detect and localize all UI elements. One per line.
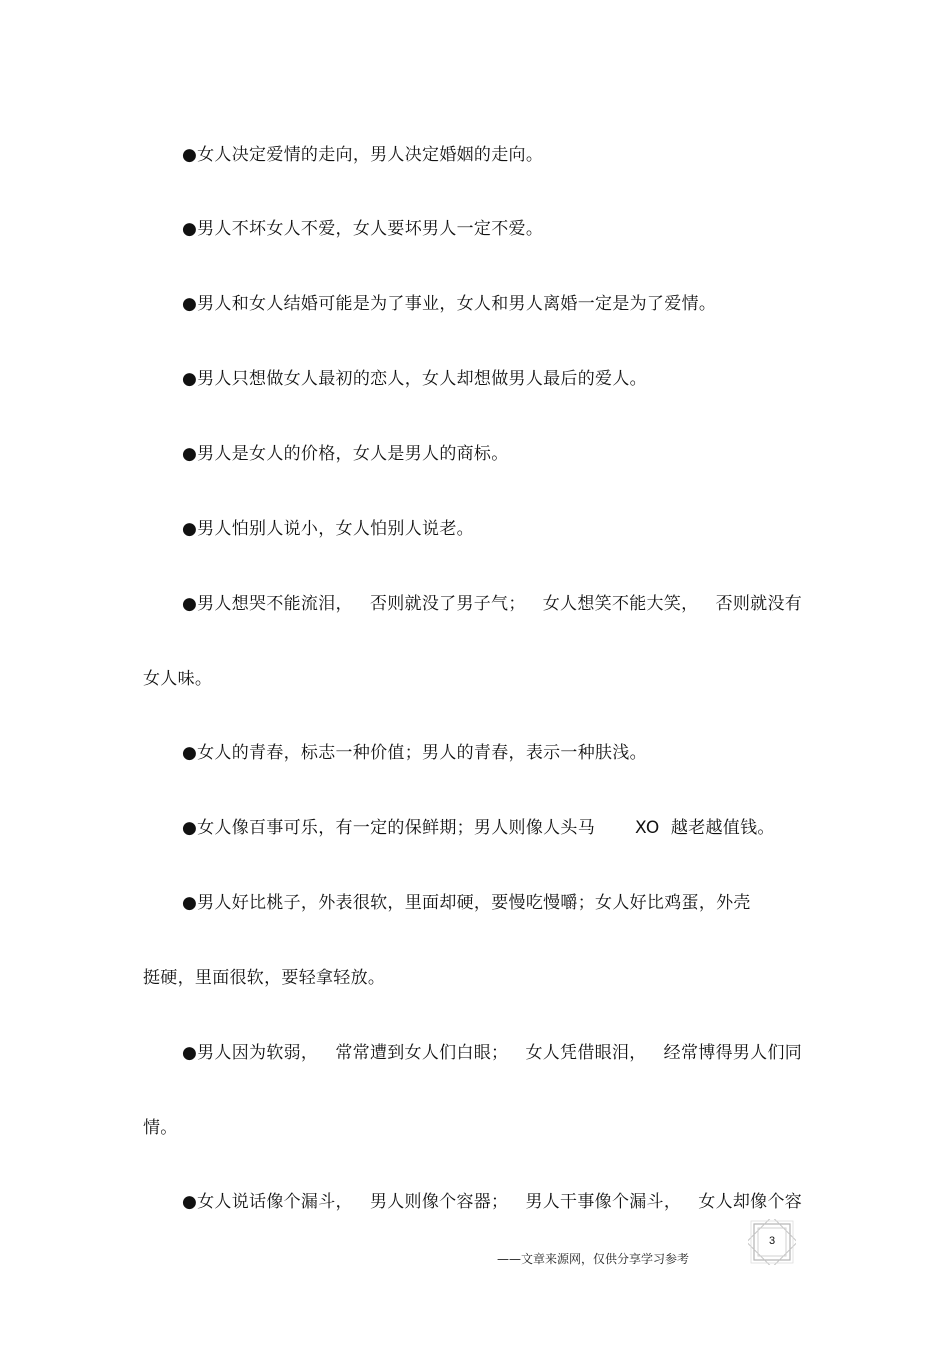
text-line-13: ●男人因为软弱， 常常遭到女人们白眼； 女人凭借眼泪， 经常博得男人们同 <box>182 1043 803 1063</box>
text-line-14: 情。 <box>143 1118 178 1138</box>
text-line-10: ●女人像百事可乐，有一定的保鲜期；男人则像人头马 XO 越老越值钱。 <box>182 818 775 838</box>
text-line-11: ●男人好比桃子，外表很软，里面却硬，要慢吃慢嚼；女人好比鸡蛋，外壳 <box>182 893 751 913</box>
text-line-15: ●女人说话像个漏斗， 男人则像个容器； 男人干事像个漏斗， 女人却像个容 <box>182 1192 803 1212</box>
text-line-2: ●男人不坏女人不爱，女人要坏男人一定不爱。 <box>182 219 544 239</box>
text-line-8: 女人味。 <box>143 669 213 689</box>
text-line-5: ●男人是女人的价格，女人是男人的商标。 <box>182 444 509 464</box>
text-line-3: ●男人和女人结婚可能是为了事业，女人和男人离婚一定是为了爱情。 <box>182 294 717 314</box>
footer-source-text: ——文章来源网，仅供分享学习参考 <box>497 1252 690 1266</box>
page-number: 3 <box>768 1235 776 1247</box>
text-line-1: ●女人决定爱情的走向，男人决定婚姻的走向。 <box>182 145 544 165</box>
page-number-badge <box>748 1219 796 1265</box>
text-line-9: ●女人的青春，标志一种价值；男人的青春，表示一种肤浅。 <box>182 743 647 763</box>
text-line-12: 挺硬，里面很软，要轻拿轻放。 <box>143 968 386 988</box>
text-line-6: ●男人怕别人说小，女人怕别人说老。 <box>182 519 474 539</box>
text-line-7: ●男人想哭不能流泪， 否则就没了男子气； 女人想笑不能大笑， 否则就没有 <box>182 594 803 614</box>
text-line-4: ●男人只想做女人最初的恋人，女人却想做男人最后的爱人。 <box>182 369 647 389</box>
